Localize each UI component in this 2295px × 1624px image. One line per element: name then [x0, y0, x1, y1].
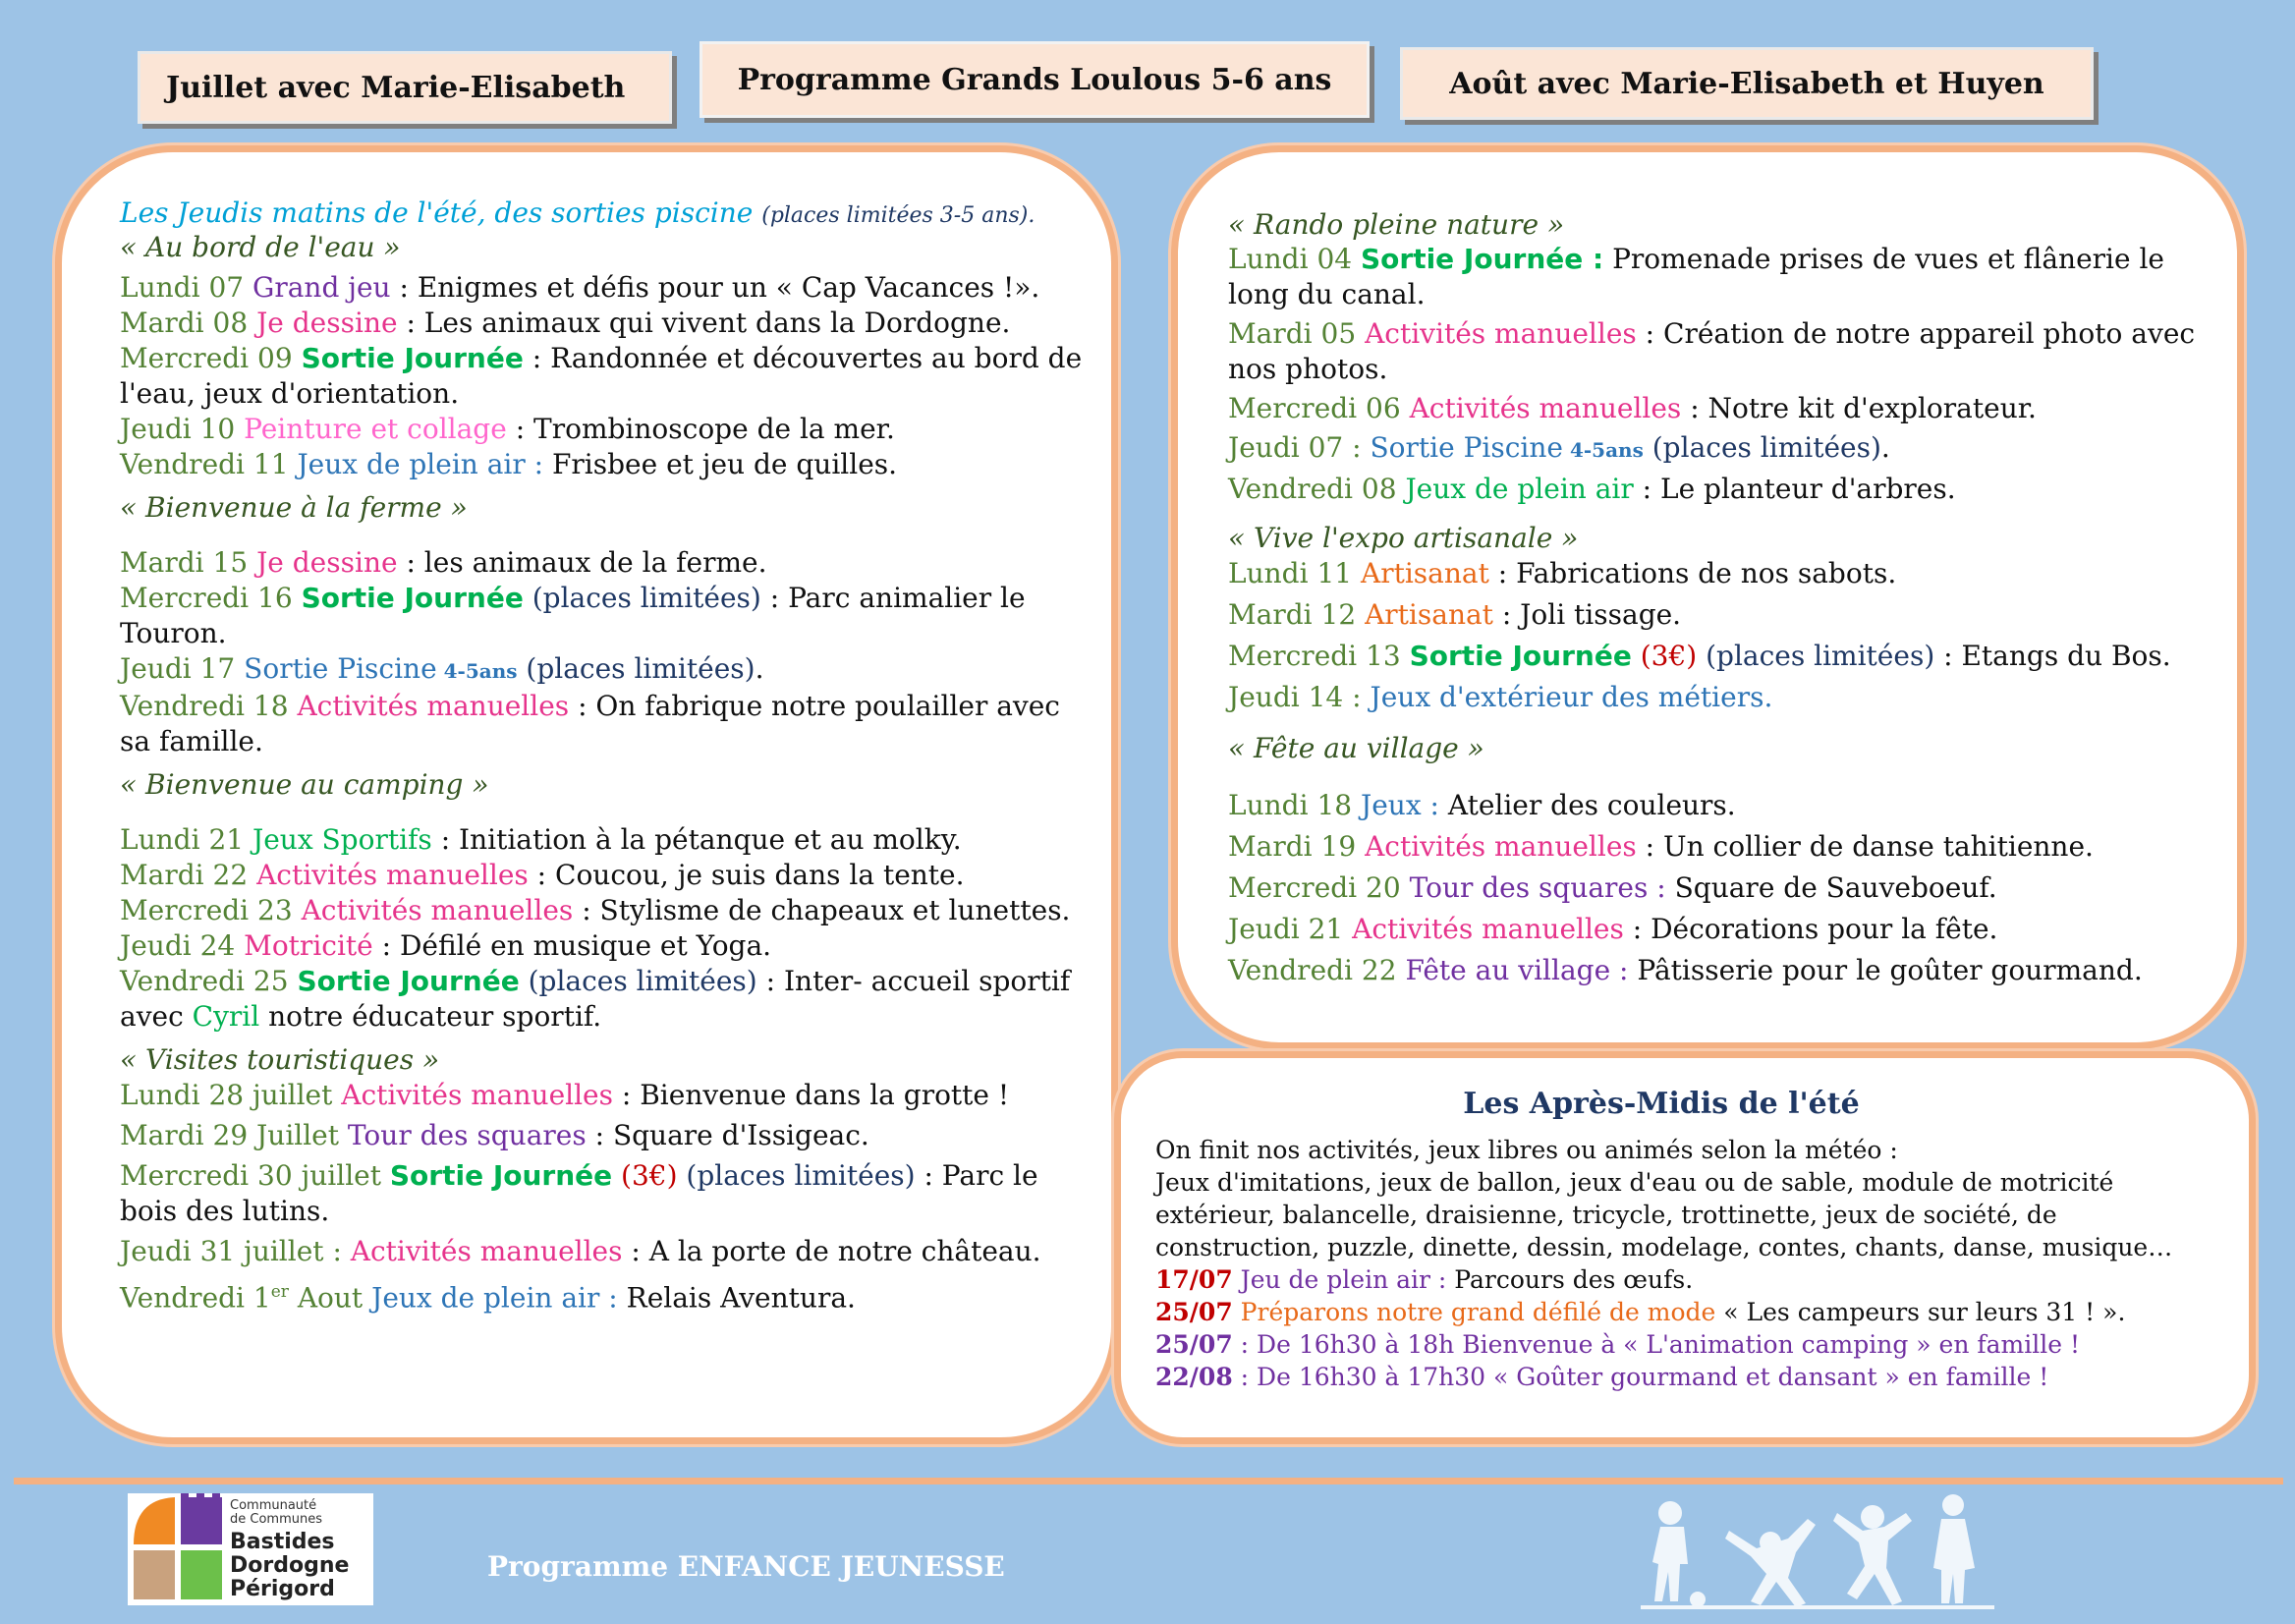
activity-label: Sortie Journée	[301, 582, 524, 614]
activity-label: Sortie Journée :	[1360, 243, 1604, 275]
activity-label: Fête au village :	[1405, 954, 1629, 986]
activity-desc: : Les animaux qui vivent dans la Dordogne.	[397, 307, 1011, 339]
program-line	[120, 545, 1092, 581]
program-line	[120, 822, 1092, 858]
program-line	[1228, 316, 2220, 352]
activity-label: Sortie Piscine	[1370, 431, 1563, 464]
day-label: Lundi 04	[1228, 243, 1353, 275]
price-note: (3€)	[612, 1159, 678, 1192]
activity-desc: : Randonnée et découvertes au bord de	[523, 342, 1083, 374]
program-line	[1228, 472, 2220, 507]
event-line	[1155, 1296, 2226, 1328]
activity-desc: : Parc animalier le	[760, 582, 1026, 614]
event-date: 17/07	[1155, 1265, 1233, 1294]
price-note: (3€)	[1631, 640, 1698, 672]
activity-label: Artisanat	[1360, 557, 1489, 589]
community-logo	[128, 1491, 373, 1607]
program-title-header	[700, 41, 1370, 118]
ordinal-sup: er	[270, 1282, 289, 1302]
day-label: Vendredi 18	[120, 690, 289, 722]
activity-desc: Relais Aventura.	[617, 1281, 856, 1315]
activity-desc: Frisbee et jeu de quilles.	[543, 448, 898, 480]
event-text: Préparons notre grand défilé de mode	[1232, 1298, 1716, 1326]
activity-desc: : Un collier de danse tahitienne.	[1636, 830, 2094, 863]
logo-text-4: Dordogne	[230, 1553, 350, 1578]
program-line-cont: long du canal.	[1228, 278, 1426, 310]
activity-desc: : les animaux de la ferme.	[397, 546, 767, 579]
age-note: 4-5ans	[436, 659, 518, 683]
program-line	[120, 270, 1092, 306]
day-label: Jeudi 10	[120, 413, 236, 445]
day-label: Mardi 22	[120, 859, 249, 891]
places-note: (places limitées)	[517, 652, 756, 685]
event-date: 25/07	[1155, 1330, 1233, 1359]
activity-label: Grand jeu	[252, 271, 391, 304]
activity-label: Sortie Journée	[1409, 640, 1632, 672]
logo-text-3: Bastides	[230, 1530, 335, 1554]
activity-label: Motricité	[244, 929, 373, 962]
places-note: (places limitées)	[677, 1159, 916, 1192]
activity-label: Activités manuelles	[1365, 830, 1637, 863]
day-label: Vendredi 08	[1228, 473, 1397, 505]
program-line	[120, 412, 1092, 447]
day-label: Mercredi 09	[120, 342, 293, 374]
program-line	[120, 858, 1092, 893]
logo-text-2: de Communes	[230, 1512, 322, 1527]
program-line	[120, 651, 1092, 689]
afternoons-intro: On finit nos activités, jeux libres ou animés selon la météo :	[1155, 1136, 1898, 1164]
event-line	[1155, 1328, 2226, 1361]
day-label: Mercredi 23	[120, 894, 293, 926]
day-label: Vendredi 11	[120, 448, 289, 480]
theme-title: « Bienvenue à la ferme »	[120, 491, 468, 524]
theme-title: « Fête au village »	[1228, 732, 1484, 764]
program-line	[1228, 870, 2220, 906]
program-line	[120, 928, 1092, 964]
day-label: Mardi 15	[120, 546, 249, 579]
activity-desc: : Création de notre appareil photo avec	[1636, 317, 2196, 350]
activity-label: Sortie Journée	[301, 342, 524, 374]
children-silhouettes-icon	[1641, 1484, 1994, 1611]
activity-label: Jeux de plein air :	[371, 1281, 618, 1315]
activity-desc: : Joli tissage.	[1492, 598, 1682, 631]
afternoons-title: Les Après-Midis de l'été	[1463, 1087, 1860, 1121]
places-note: (places limitées)	[519, 965, 757, 997]
theme-title: « Rando pleine nature »	[1228, 208, 1565, 241]
program-line	[1228, 829, 2220, 865]
activity-label: Tour des squares	[347, 1119, 587, 1151]
activity-desc: : Fabrications de nos sabots.	[1488, 557, 1897, 589]
places-note: (places limitées)	[1697, 640, 1935, 672]
program-line	[1228, 430, 2220, 468]
day-label: Mercredi 06	[1228, 392, 1401, 424]
cont-text: notre éducateur sportif.	[259, 1000, 602, 1033]
program-line	[120, 1118, 1092, 1153]
activity-desc: : Défilé en musique et Yoga.	[372, 929, 772, 962]
activity-label: Sortie Piscine	[244, 652, 437, 685]
intro-line	[120, 198, 1092, 231]
program-line	[1228, 242, 2220, 277]
program-line-cont: sa famille.	[120, 725, 263, 757]
activity-label: Je dessine	[256, 307, 398, 339]
activity-desc: Pâtisserie pour le goûter gourmand.	[1628, 954, 2143, 986]
activity-label: Activités manuelles	[256, 859, 529, 891]
activity-label: Activités manuelles	[1352, 913, 1624, 945]
activity-desc: : Stylisme de chapeaux et lunettes.	[573, 894, 1071, 926]
theme-title: « Bienvenue au camping »	[120, 768, 489, 801]
activity-desc: : Notre kit d'explorateur.	[1681, 392, 2037, 424]
afternoons-list: construction, puzzle, dinette, dessin, modelage, contes, chants, danse, musique…	[1155, 1233, 2173, 1261]
activity-desc: : Etangs du Bos.	[1934, 640, 2171, 672]
intro-text: Les Jeudis matins de l'été, des sorties piscine	[120, 196, 754, 229]
activity-label: Jeux d'extérieur des métiers.	[1370, 681, 1773, 713]
theme-title: « Au bord de l'eau »	[120, 231, 401, 263]
day-label: Mardi 29 Juillet	[120, 1119, 340, 1151]
theme-title: « Vive l'expo artisanale »	[1228, 522, 1579, 554]
program-line	[120, 1078, 1092, 1113]
august-header-label: Août avec Marie-Elisabeth et Huyen	[1449, 66, 2044, 101]
day-label: Lundi 18	[1228, 789, 1353, 821]
program-title: Programme Grands Loulous 5-6 ans	[737, 62, 1332, 97]
event-text: : De 16h30 à 18h Bienvenue à « L'animation camping » en famille !	[1232, 1330, 2081, 1359]
activity-label: Activités manuelles	[350, 1235, 623, 1267]
day-label: Aout	[288, 1281, 364, 1315]
activity-label: Sortie Journée	[389, 1159, 613, 1192]
activity-desc: : Coucou, je suis dans la tente.	[528, 859, 965, 891]
activity-label: Activités manuelles	[1365, 317, 1637, 350]
places-note: (places limitées)	[523, 582, 761, 614]
program-line	[1228, 912, 2220, 947]
program-line	[1228, 788, 2220, 823]
afternoons-list: extérieur, balancelle, draisienne, tricycle, trottinette, jeux de société, de	[1155, 1201, 2057, 1229]
activity-desc: : On fabrique notre poulailler avec	[569, 690, 1060, 722]
age-note: 4-5ans	[1563, 438, 1644, 462]
day-label: Jeudi 07 :	[1228, 431, 1362, 464]
activity-label: Jeux de plein air :	[297, 448, 544, 480]
program-line	[1228, 680, 2220, 715]
program-line	[120, 1274, 1092, 1316]
day-label: Jeudi 24	[120, 929, 236, 962]
program-line-cont: l'eau, jeux d'orientation.	[120, 377, 460, 410]
program-line-cont: Touron.	[120, 617, 227, 649]
activity-label: Activités manuelles	[1409, 392, 1682, 424]
activity-desc: : Bienvenue dans la grotte !	[613, 1079, 1010, 1111]
activity-desc: .	[755, 652, 764, 685]
program-line	[120, 306, 1092, 341]
program-line	[1228, 639, 2220, 674]
program-line	[1228, 391, 2220, 426]
afternoons-program	[1155, 1083, 2226, 1393]
day-label: Lundi 28 juillet	[120, 1079, 333, 1111]
activity-label: Jeux :	[1360, 789, 1439, 821]
activity-desc: : Décorations pour la fête.	[1623, 913, 1998, 945]
activity-label: Activités manuelles	[301, 894, 574, 926]
logo-text-1: Communauté	[230, 1498, 317, 1513]
logo-text-5: Périgord	[230, 1577, 335, 1601]
event-line	[1155, 1263, 2226, 1296]
activity-desc: : Parc le	[915, 1159, 1038, 1192]
day-label: Lundi 21	[120, 823, 245, 856]
day-label: Mardi 05	[1228, 317, 1357, 350]
afternoons-list: Jeux d'imitations, jeux de ballon, jeux d'eau ou de sable, module de motricité	[1155, 1168, 2114, 1197]
event-text: Jeu de plein air :	[1232, 1265, 1447, 1294]
activity-desc: : Inter- accueil sportif	[756, 965, 1071, 997]
program-line-cont: nos photos.	[1228, 353, 1388, 385]
activity-label: Jeux Sportifs	[252, 823, 432, 856]
program-line-cont: bois des lutins.	[120, 1195, 330, 1227]
program-line	[1228, 556, 2220, 591]
activity-label: Peinture et collage	[244, 413, 507, 445]
day-label: Vendredi 1	[120, 1281, 271, 1315]
july-header-label: Juillet avec Marie-Elisabeth	[166, 70, 626, 105]
program-line	[120, 1158, 1092, 1194]
activity-desc: Atelier des couleurs.	[1438, 789, 1736, 821]
day-label: Mardi 12	[1228, 598, 1357, 631]
july-header	[138, 51, 672, 124]
program-line	[120, 447, 1092, 482]
program-line	[120, 1234, 1092, 1269]
program-line	[120, 893, 1092, 928]
event-text: « Les campeurs sur leurs 31 ! ».	[1715, 1298, 2126, 1326]
day-label: Jeudi 14 :	[1228, 681, 1362, 713]
activity-label: Artisanat	[1365, 598, 1493, 631]
day-label: Mercredi 20	[1228, 871, 1401, 904]
cont-text: avec	[120, 1000, 193, 1033]
footer-program-label: Programme ENFANCE JEUNESSE	[487, 1550, 1005, 1583]
activity-desc: : A la porte de notre château.	[622, 1235, 1041, 1267]
activity-desc: Promenade prises de vues et flânerie le	[1603, 243, 2164, 275]
day-label: Vendredi 22	[1228, 954, 1397, 986]
activity-label: Je dessine	[256, 546, 398, 579]
activity-desc: : Le planteur d'arbres.	[1633, 473, 1956, 505]
day-label: Lundi 11	[1228, 557, 1353, 589]
activity-desc: : Square d'Issigeac.	[586, 1119, 869, 1151]
event-text: : De 16h30 à 17h30 « Goûter gourmand et dansant » en famille !	[1232, 1363, 2049, 1391]
program-line	[1228, 597, 2220, 633]
day-label: Jeudi 21	[1228, 913, 1344, 945]
day-label: Mercredi 30 juillet	[120, 1159, 381, 1192]
program-line	[120, 964, 1092, 999]
program-line-cont	[120, 999, 1092, 1035]
day-label: Jeudi 31 juillet :	[120, 1235, 342, 1267]
day-label: Mardi 19	[1228, 830, 1357, 863]
activity-label: Activités manuelles	[297, 690, 570, 722]
event-date: 25/07	[1155, 1298, 1233, 1326]
event-date: 22/08	[1155, 1363, 1233, 1391]
event-line	[1155, 1361, 2226, 1393]
event-text: Parcours des œufs.	[1446, 1265, 1694, 1294]
activity-desc: : Enigmes et défis pour un « Cap Vacances !».	[390, 271, 1040, 304]
day-label: Mercredi 16	[120, 582, 293, 614]
day-label: Mardi 08	[120, 307, 249, 339]
program-line	[120, 341, 1092, 376]
july-program	[120, 198, 1092, 1316]
activity-label: Jeux de plein air	[1405, 473, 1634, 505]
activity-label: Tour des squares :	[1409, 871, 1666, 904]
activity-label: Sortie Journée	[297, 965, 520, 997]
activity-label: Activités manuelles	[341, 1079, 613, 1111]
day-label: Vendredi 25	[120, 965, 289, 997]
day-label: Lundi 07	[120, 271, 245, 304]
august-program	[1228, 208, 2220, 988]
places-note: (places limitées)	[1643, 431, 1881, 464]
day-label: Mercredi 13	[1228, 640, 1401, 672]
activity-desc: : Initiation à la pétanque et au molky.	[431, 823, 962, 856]
activity-desc: : Trombinoscope de la mer.	[506, 413, 895, 445]
program-line	[120, 581, 1092, 616]
activity-desc: Square de Sauveboeuf.	[1665, 871, 1997, 904]
theme-title: « Visites touristiques »	[120, 1043, 440, 1076]
activity-desc: .	[1880, 431, 1890, 464]
program-line	[120, 689, 1092, 724]
day-label: Jeudi 17	[120, 652, 236, 685]
program-line	[1228, 953, 2220, 988]
intro-small: (places limitées 3-5 ans).	[761, 203, 1036, 228]
educator-name: Cyril	[192, 1000, 260, 1033]
august-header	[1400, 47, 2094, 120]
